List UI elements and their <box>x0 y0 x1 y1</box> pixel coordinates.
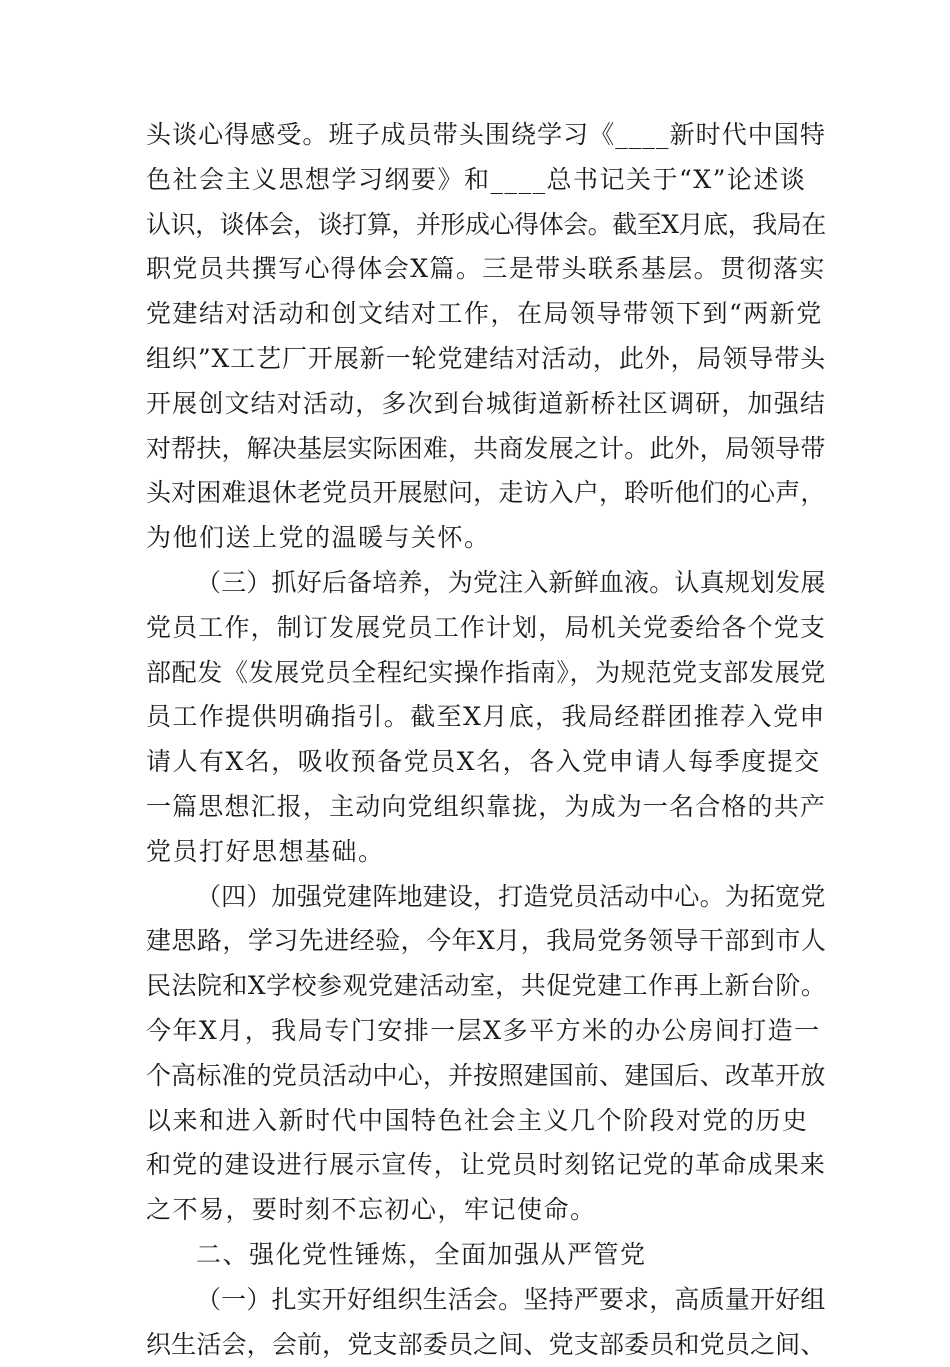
text-line: 织生活会，会前，党支部委员之间、党支部委员和党员之间、 <box>146 1329 826 1359</box>
text-line: 认识，谈体会，谈打算，并形成心得体会。截至X月底，我局在 <box>146 209 826 239</box>
text-line: 个高标准的党员活动中心，并按照建国前、建国后、改革开放 <box>146 1060 826 1090</box>
text-line: 今年X月，我局专门安排一层X多平方米的办公房间打造一 <box>146 1015 821 1045</box>
text-line: 组织”X工艺厂开展新一轮党建结对活动，此外，局领导带头 <box>146 343 827 373</box>
text-line: （四）加强党建阵地建设，打造党员活动中心。为拓宽党 <box>196 881 826 911</box>
text-line: 二、强化党性锤炼，全面加强从严管党 <box>196 1239 647 1269</box>
text-line: （一）扎实开好组织生活会。坚持严要求，高质量开好组 <box>196 1284 826 1314</box>
text-line: 党员打好思想基础。 <box>146 836 385 866</box>
text-line: 职党员共撰写心得体会X篇。三是带头联系基层。贯彻落实 <box>146 254 826 284</box>
text-line: 对帮扶，解决基层实际困难，共商发展之计。此外，局领导带 <box>146 433 826 463</box>
text-line: 开展创文结对活动，多次到台城街道新桥社区调研，加强结 <box>146 388 827 418</box>
text-line: 头谈心得感受。班子成员带头围绕学习《____新时代中国特 <box>146 120 827 149</box>
text-line: 以来和进入新时代中国特色社会主义几个阶段对党的历史 <box>146 1105 809 1135</box>
text-line: （三）抓好后备培养，为党注入新鲜血液。认真规划发展 <box>196 567 826 597</box>
text-line: 党员工作，制订发展党员工作计划，局机关党委给各个党支 <box>146 612 827 642</box>
text-line: 色社会主义思想学习纲要》和____总书记关于“X”论述谈 <box>146 164 807 194</box>
text-line: 民法院和X学校参观党建活动室，共促党建工作再上新台阶。 <box>146 971 827 1001</box>
text-line: 请人有X名，吸收预备党员X名，各入党申请人每季度提交 <box>146 747 821 777</box>
text-line: 建思路，学习先进经验，今年X月，我局党务领导干部到市人 <box>146 926 827 956</box>
text-line: 员工作提供明确指引。截至X月底，我局经群团推荐入党申 <box>146 702 826 732</box>
text-line: 为他们送上党的温暖与关怀。 <box>146 523 491 553</box>
text-line: 部配发《发展党员全程纪实操作指南》，为规范党支部发展党 <box>146 657 827 687</box>
document-body <box>146 113 826 1367</box>
text-line: 和党的建设进行展示宣传，让党员时刻铭记党的革命成果来 <box>146 1150 827 1180</box>
text-line: 头对困难退休老党员开展慰问，走访入户，聆听他们的心声， <box>146 478 826 508</box>
text-line: 一篇思想汇报，主动向党组织靠拢，为成为一名合格的共产 <box>146 791 827 821</box>
text-line: 党建结对活动和创文结对工作，在局领导带领下到“两新党 <box>146 299 823 329</box>
text-line: 之不易，要时刻不忘初心，牢记使命。 <box>146 1195 597 1225</box>
